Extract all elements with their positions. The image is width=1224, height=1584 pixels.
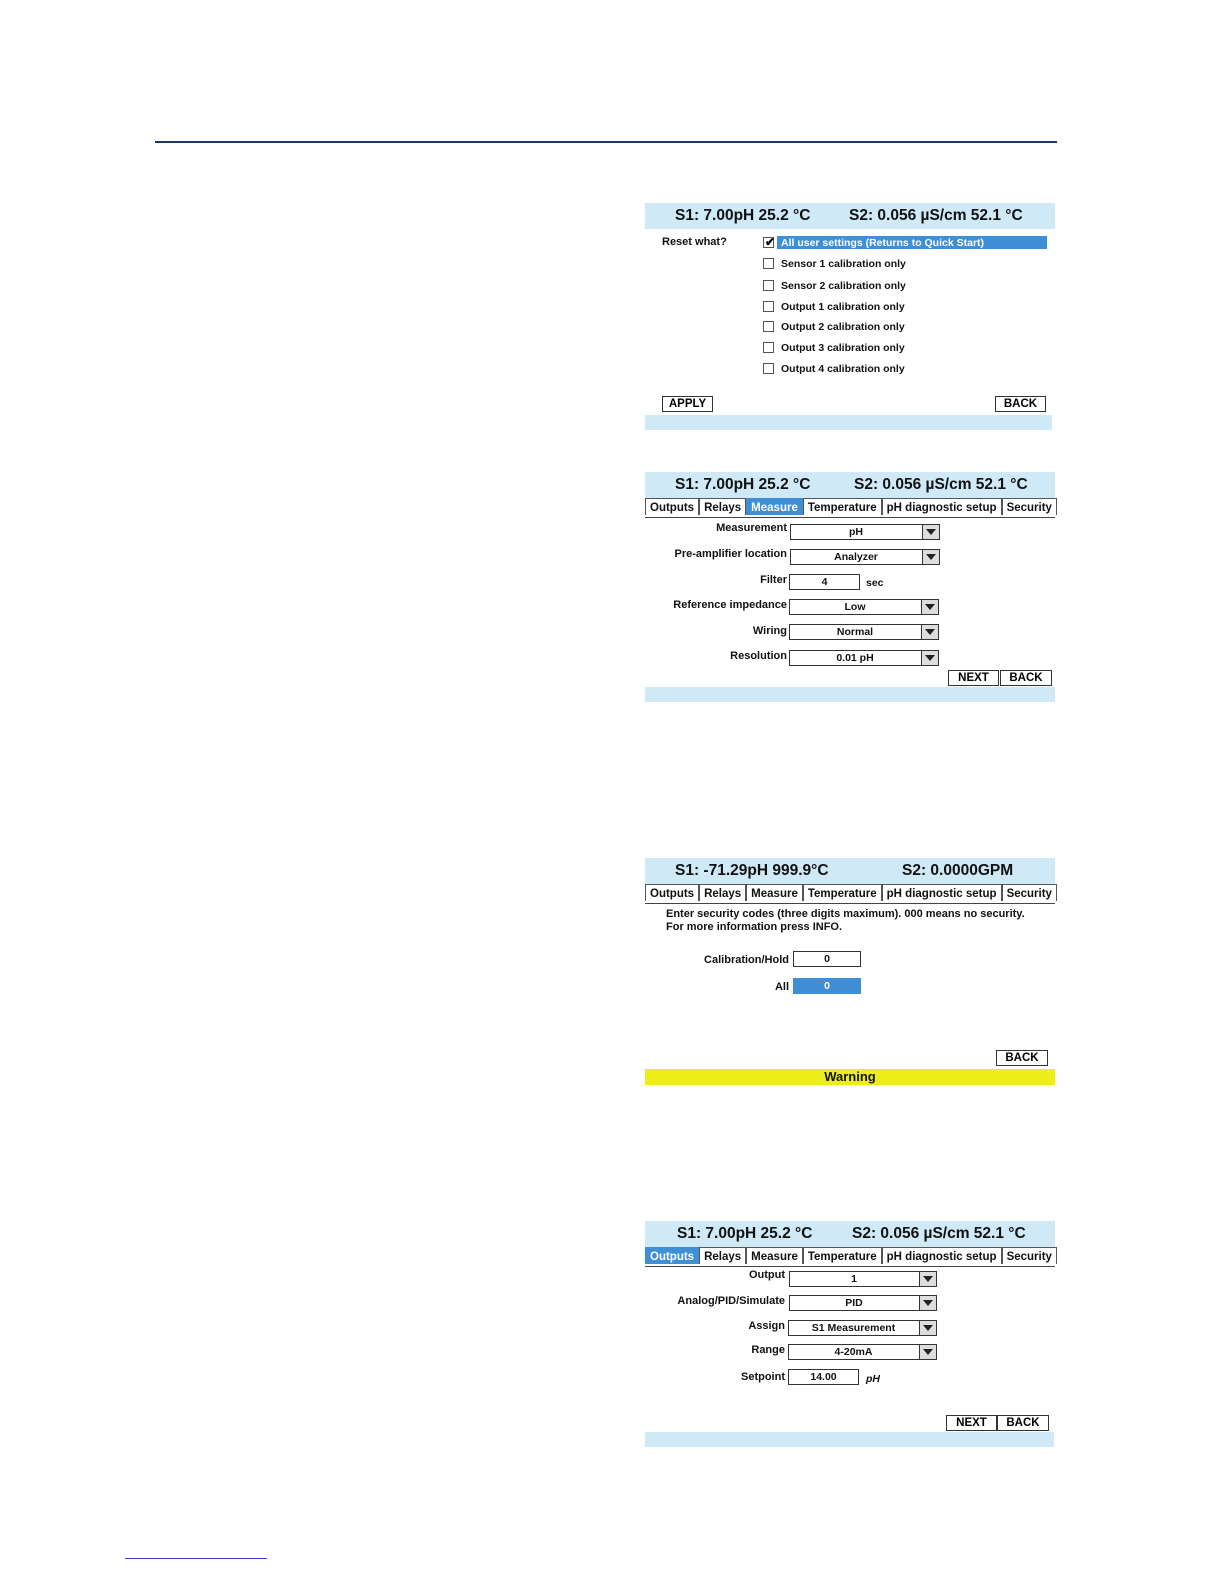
chevron-down-icon[interactable] [919, 1272, 936, 1286]
checkbox-icon[interactable] [763, 342, 774, 353]
tab-measure[interactable]: Measure [746, 1247, 803, 1264]
select-value: Normal [836, 626, 874, 638]
reference-impedance-label: Reference impedance [673, 599, 787, 611]
filter-unit: sec [866, 577, 884, 589]
wiring-select[interactable] [789, 624, 939, 640]
top-rule [155, 141, 1057, 143]
next-button[interactable]: NEXT [946, 1415, 997, 1431]
option-label: Output 2 calibration only [781, 321, 905, 333]
resolution-select[interactable] [789, 650, 939, 666]
setpoint-unit: pH [866, 1373, 880, 1385]
range-label: Range [751, 1344, 785, 1356]
filter-label: Filter [760, 574, 787, 586]
chevron-down-icon[interactable] [922, 525, 939, 539]
apply-button[interactable]: APPLY [662, 396, 713, 412]
warning-bar: Warning [645, 1069, 1055, 1085]
setpoint-input[interactable]: 14.00 [788, 1369, 859, 1385]
chevron-down-icon[interactable] [922, 550, 939, 564]
measure-panel [645, 472, 1055, 702]
tab-measure[interactable]: Measure [746, 498, 803, 515]
tab-relays[interactable]: Relays [699, 498, 746, 515]
checkbox-icon[interactable] [763, 258, 774, 269]
status-header [645, 858, 1055, 884]
footer-bar [645, 687, 1055, 702]
calibration-hold-label: Calibration/Hold [704, 954, 789, 966]
tab-security[interactable]: Security [1002, 498, 1057, 515]
sensor1-reading: S1: 7.00pH 25.2 °C [675, 207, 811, 224]
status-header [645, 472, 1055, 498]
option-label: Output 3 calibration only [781, 342, 905, 354]
tab-security[interactable]: Security [1002, 1247, 1057, 1264]
sensor2-reading: S2: 0.056 µS/cm 52.1 °C [852, 1225, 1026, 1242]
sensor1-reading: S1: 7.00pH 25.2 °C [677, 1225, 813, 1242]
mode-label: Analog/PID/Simulate [677, 1295, 785, 1307]
checkmark-icon: ✔ [765, 235, 776, 249]
preamp-select[interactable] [790, 549, 940, 565]
select-value: PID [845, 1297, 863, 1309]
back-button[interactable]: BACK [995, 396, 1046, 412]
option-label: All user settings (Returns to Quick Start) [781, 237, 985, 249]
sensor2-reading: S2: 0.056 µS/cm 52.1 °C [854, 476, 1028, 493]
back-button[interactable]: BACK [996, 1050, 1048, 1066]
filter-input[interactable]: 4 [789, 574, 860, 590]
tab-outputs[interactable]: Outputs [645, 1247, 699, 1264]
reference-impedance-select[interactable] [789, 599, 939, 615]
outputs-panel [645, 1221, 1055, 1451]
tab-relays[interactable]: Relays [699, 884, 746, 901]
tab-ph-diagnostic-setup[interactable]: pH diagnostic setup [882, 1247, 1002, 1264]
status-header [645, 1221, 1055, 1247]
back-button[interactable]: BACK [1000, 670, 1052, 686]
checkbox-icon[interactable] [763, 237, 774, 248]
select-value: 4-20mA [834, 1346, 873, 1358]
checkbox-icon[interactable] [763, 363, 774, 374]
tab-temperature[interactable]: Temperature [803, 498, 882, 515]
measurement-select[interactable] [790, 524, 940, 540]
chevron-down-icon[interactable] [919, 1321, 936, 1335]
sensor2-reading: S2: 0.0000GPM [902, 862, 1014, 879]
back-button[interactable]: BACK [997, 1415, 1049, 1431]
tab-ph-diagnostic-setup[interactable]: pH diagnostic setup [882, 884, 1002, 901]
tab-bar [645, 884, 1055, 904]
select-value: pH [849, 526, 863, 538]
output-label: Output [748, 1269, 785, 1281]
select-value: 0.01 pH [836, 652, 874, 664]
tab-bar [645, 498, 1055, 518]
next-button[interactable]: NEXT [948, 670, 999, 686]
setpoint-label: Setpoint [741, 1371, 785, 1383]
tab-bar [645, 1247, 1055, 1267]
select-value: Analyzer [834, 551, 878, 563]
measurement-label: Measurement [716, 522, 787, 534]
all-label: All [774, 981, 789, 993]
tab-security[interactable]: Security [1002, 884, 1057, 901]
assign-select[interactable] [788, 1320, 937, 1336]
reset-what-label: Reset what? [662, 236, 727, 248]
sensor2-reading: S2: 0.056 µS/cm 52.1 °C [849, 207, 1023, 224]
sensor1-reading: S1: 7.00pH 25.2 °C [675, 476, 811, 493]
tab-outputs[interactable]: Outputs [645, 498, 699, 515]
checkbox-icon[interactable] [763, 301, 774, 312]
tab-relays[interactable]: Relays [699, 1247, 746, 1264]
tab-measure[interactable]: Measure [746, 884, 803, 901]
option-label: Sensor 1 calibration only [781, 258, 906, 270]
tab-ph-diagnostic-setup[interactable]: pH diagnostic setup [882, 498, 1002, 515]
mode-select[interactable] [789, 1295, 937, 1311]
tab-outputs[interactable]: Outputs [645, 884, 699, 901]
preamp-label: Pre-amplifier location [674, 548, 787, 560]
assign-label: Assign [748, 1320, 785, 1332]
checkbox-icon[interactable] [763, 280, 774, 291]
wiring-label: Wiring [752, 625, 787, 637]
status-header [645, 203, 1055, 229]
sensor1-reading: S1: -71.29pH 999.9°C [675, 862, 829, 879]
select-value: S1 Measurement [811, 1322, 896, 1334]
resolution-label: Resolution [730, 650, 787, 662]
calibration-hold-input[interactable]: 0 [793, 951, 861, 967]
option-label: Output 1 calibration only [781, 301, 905, 313]
output-select[interactable] [789, 1271, 937, 1287]
footer-rule [125, 1558, 267, 1559]
chevron-down-icon[interactable] [921, 600, 938, 614]
reset-panel [645, 203, 1055, 431]
option-label: Sensor 2 calibration only [781, 280, 906, 292]
footer-bar [645, 1432, 1054, 1447]
security-note-line1: Enter security codes (three digits maximum). 000 means no security. [666, 908, 1025, 920]
chevron-down-icon[interactable] [919, 1345, 936, 1359]
chevron-down-icon[interactable] [919, 1296, 936, 1310]
security-note-line2: For more information press INFO. [666, 921, 843, 933]
option-label: Output 4 calibration only [781, 363, 905, 375]
tab-temperature[interactable]: Temperature [803, 1247, 882, 1264]
select-value: Low [844, 601, 866, 613]
chevron-down-icon[interactable] [921, 651, 938, 665]
checkbox-icon[interactable] [763, 321, 774, 332]
range-select[interactable] [788, 1344, 937, 1360]
tab-temperature[interactable]: Temperature [803, 884, 882, 901]
select-value: 1 [851, 1273, 857, 1285]
security-panel [645, 858, 1055, 1088]
all-input[interactable]: 0 [793, 978, 861, 994]
footer-bar [645, 415, 1052, 430]
chevron-down-icon[interactable] [921, 625, 938, 639]
